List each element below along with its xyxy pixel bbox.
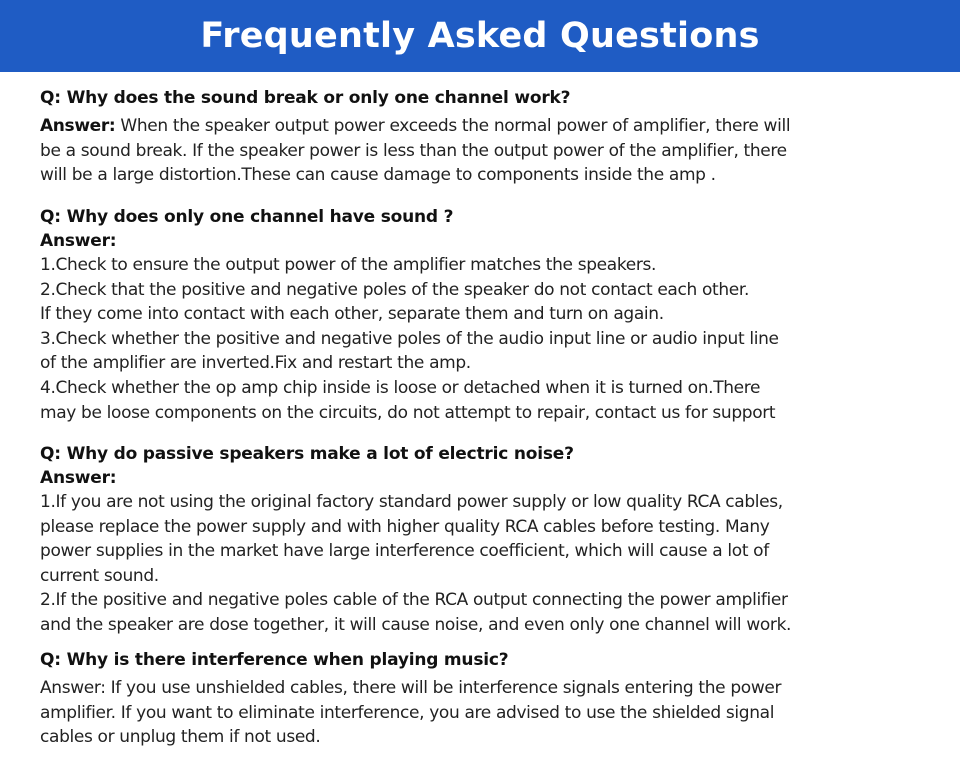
answer-label: Answer: [40, 231, 117, 251]
answer-label: Answer: [40, 468, 117, 488]
answer-line: and the speaker are dose together, it will cause noise, and even only one channel will work. [40, 614, 792, 635]
answer-line: 2.Check that the positive and negative poles of the speaker do not contact each other. [40, 279, 750, 300]
answer-line: power supplies in the market have large interference coefficient, which will cause a lot of [40, 541, 769, 562]
faq-answer [40, 114, 930, 188]
answer-line: may be loose components on the circuits, do not attempt to repair, contact us for support [40, 402, 776, 423]
faq-item-2 [40, 205, 930, 425]
answer-line: will be a large distortion.These can cause damage to components inside the amp . [40, 165, 716, 186]
answer-line: Answer: If you use unshielded cables, there will be interference signals entering the power [40, 678, 782, 698]
answer-line: please replace the power supply and with higher quality RCA cables before testing. Many [40, 516, 770, 537]
faq-question: Q: Why does only one channel have sound ? [40, 207, 454, 227]
faq-question: Q: Why does the sound break or only one channel work? [40, 88, 571, 108]
faq-answer [40, 253, 930, 425]
page-title: Frequently Asked Questions [200, 16, 760, 56]
answer-line: be a sound break. If the speaker power is less than the output power of the amplifier, there [40, 140, 787, 161]
header-banner [0, 0, 960, 72]
answer-line: 3.Check whether the positive and negative poles of the audio input line or audio input line [40, 328, 779, 349]
answer-line: amplifier. If you want to eliminate interference, you are advised to use the shielded signal [40, 702, 775, 723]
faq-answer [40, 676, 930, 750]
faq-question: Q: Why is there interference when playing music? [40, 650, 509, 670]
answer-line: of the amplifier are inverted.Fix and restart the amp. [40, 353, 471, 374]
faq-item-3 [40, 442, 930, 638]
answer-line: 1.If you are not using the original factory standard power supply or low quality RCA cables, [40, 492, 783, 512]
answer-label: Answer: [40, 116, 116, 136]
answer-line: cables or unplug them if not used. [40, 727, 321, 748]
faq-item-4 [40, 648, 930, 750]
answer-line: 4.Check whether the op amp chip inside is loose or detached when it is turned on.There [40, 377, 761, 398]
answer-line: 2.If the positive and negative poles cable of the RCA output connecting the power amplifier [40, 590, 788, 611]
answer-line: 1.Check to ensure the output power of the amplifier matches the speakers. [40, 255, 657, 275]
answer-line: If they come into contact with each other, separate them and turn on again. [40, 304, 664, 325]
faq-answer [40, 490, 930, 638]
answer-line: Answer: When the speaker output power exceeds the normal power of amplifier, there will [40, 116, 791, 136]
faq-question: Q: Why do passive speakers make a lot of electric noise? [40, 444, 574, 464]
faq-item-1 [40, 86, 930, 188]
answer-line: current sound. [40, 565, 159, 586]
